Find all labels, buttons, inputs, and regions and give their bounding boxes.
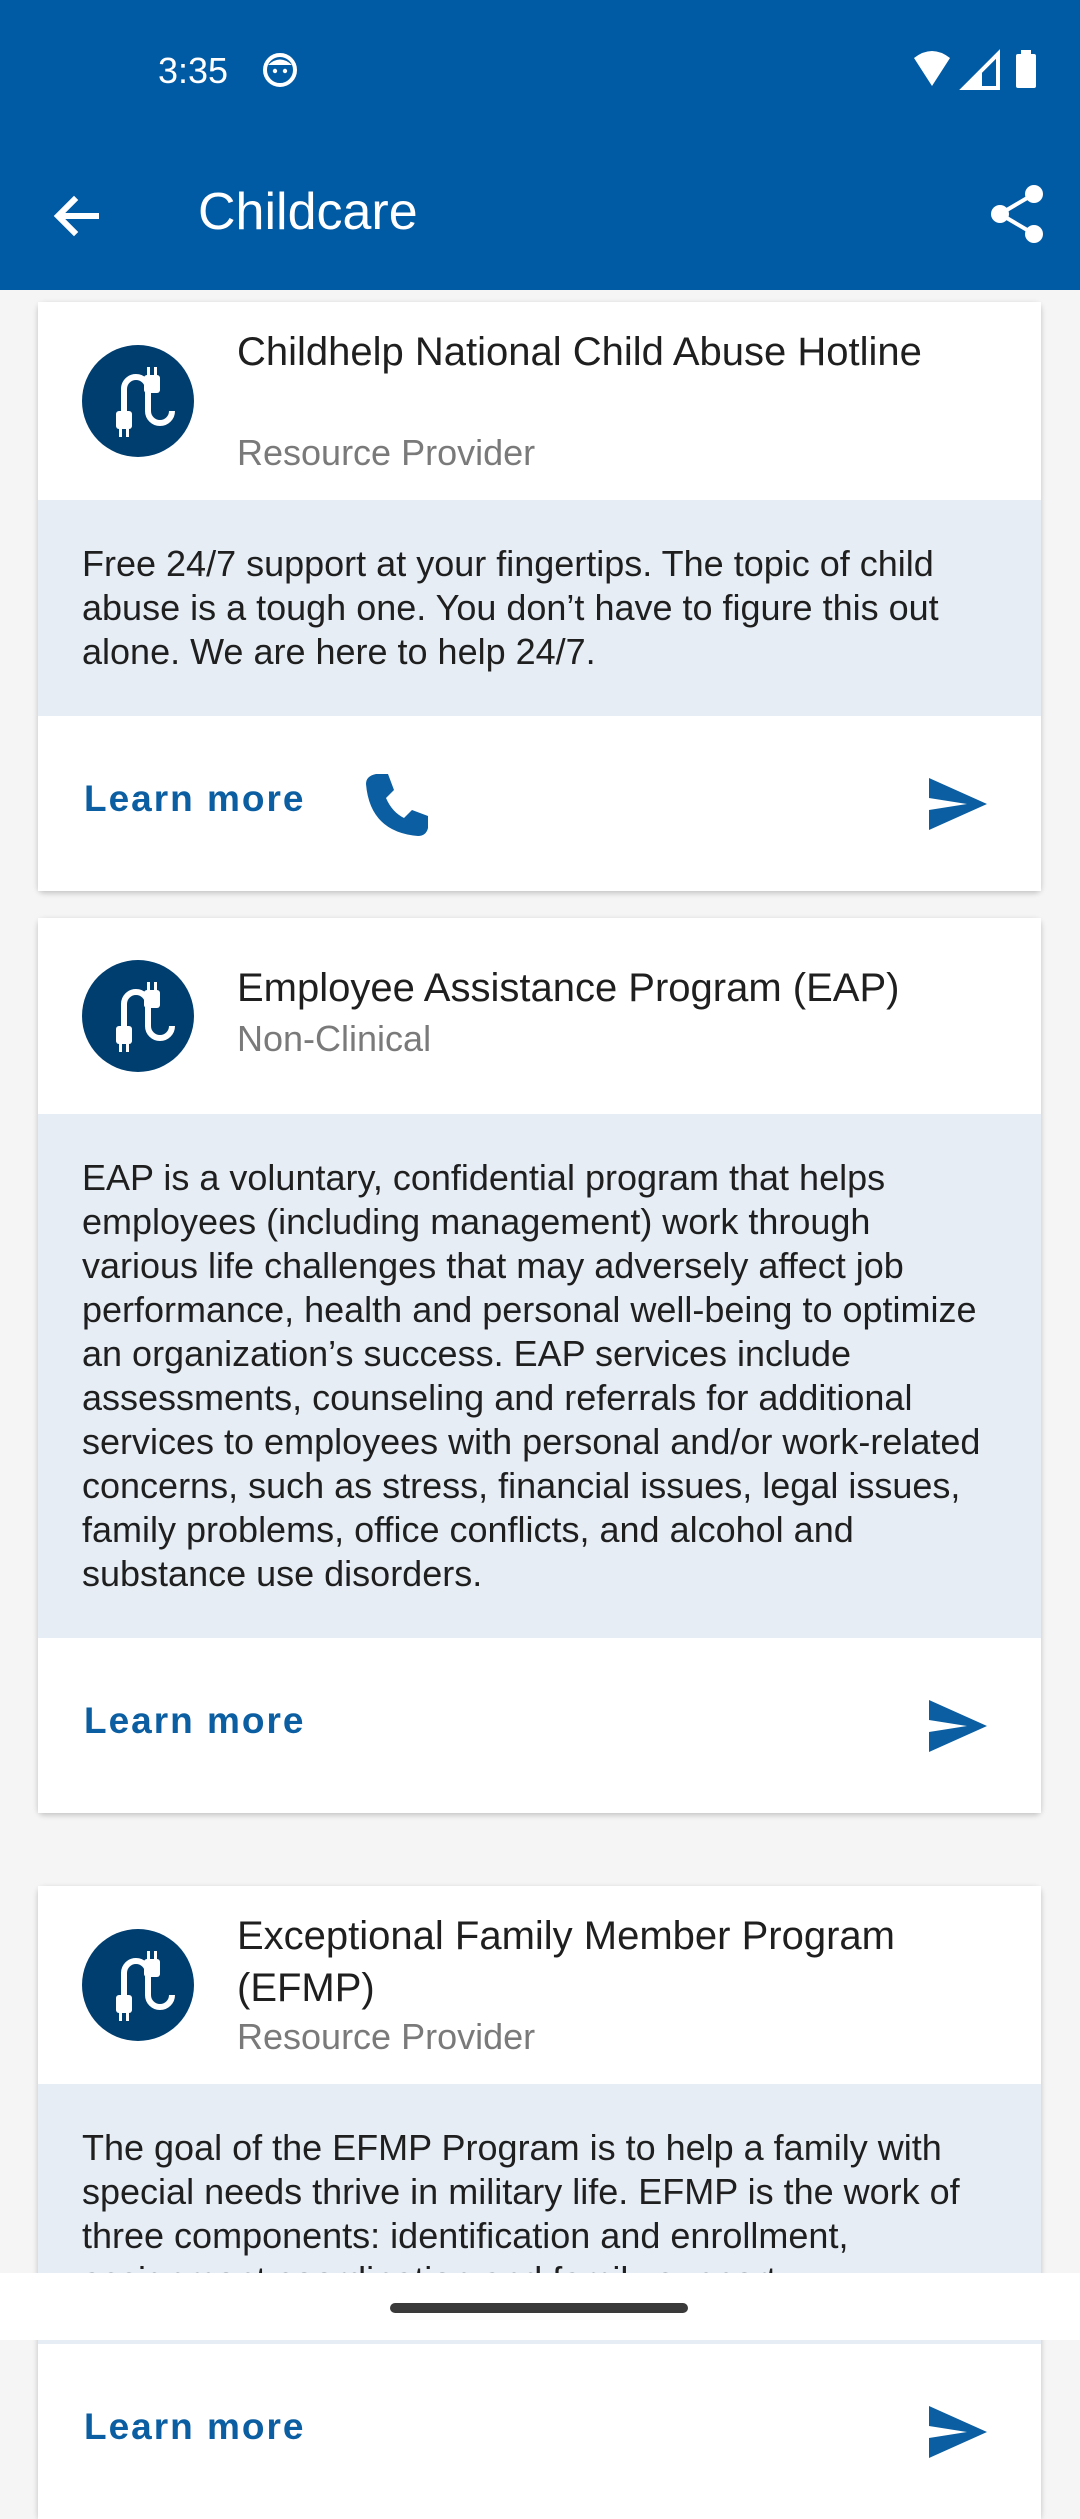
connection-icon xyxy=(82,960,194,1072)
connection-icon xyxy=(82,345,194,457)
avatar xyxy=(82,1929,194,2041)
share-icon[interactable] xyxy=(986,182,1050,246)
home-gesture-handle[interactable] xyxy=(390,2303,688,2313)
card-title: Employee Assistance Program (EAP) xyxy=(237,966,900,1010)
resource-list[interactable] xyxy=(0,290,1080,2447)
card-subtitle: Resource Provider xyxy=(237,432,536,473)
signal-icon xyxy=(964,54,998,88)
card-actions xyxy=(38,1638,1041,1813)
connection-icon xyxy=(82,1929,194,2041)
arrow-back-icon[interactable] xyxy=(46,186,106,246)
card-actions xyxy=(38,716,1041,891)
app-bar xyxy=(0,140,1080,290)
learn-more-link[interactable]: Learn more xyxy=(84,1700,306,1741)
status-time: 3:35 xyxy=(158,50,229,91)
card-description: EAP is a voluntary, confidential program that helps employees (including management) work through various life challenges that may adversely affect job performance, health and personal well-being to optimize an organization’s success. EAP services include assessments, counseling and referrals for additional services to employees with personal and/or work-related concerns, such as stress, financial issues, legal issues, family problems, office conflicts, and alcohol and substance use disorders. xyxy=(38,1114,1041,1638)
send-icon[interactable] xyxy=(927,2404,989,2460)
send-icon[interactable] xyxy=(927,1698,989,1754)
status-bar xyxy=(0,0,1080,140)
card-subtitle: Resource Provider xyxy=(237,2016,536,2057)
resource-card xyxy=(38,918,1041,1813)
battery-icon xyxy=(1016,50,1036,88)
card-actions xyxy=(38,2344,1041,2519)
card-title: Childhelp National Child Abuse Hotline xyxy=(237,330,922,374)
avatar xyxy=(82,345,194,457)
learn-more-link[interactable]: Learn more xyxy=(84,2406,306,2447)
card-title: Exceptional Family Member Program (EFMP) xyxy=(237,1914,895,2010)
resource-card xyxy=(38,1886,1041,2519)
card-subtitle: Non-Clinical xyxy=(237,1018,432,1059)
resource-card xyxy=(38,302,1041,891)
card-description: Free 24/7 support at your fingertips. The topic of child abuse is a tough one. You don’t have to figure this out alone. We are here to help 24/7. xyxy=(38,500,1041,716)
wifi-icon xyxy=(914,51,950,86)
avatar xyxy=(82,960,194,1072)
face-icon xyxy=(262,52,298,88)
page-title: Childcare xyxy=(198,183,418,241)
card-header xyxy=(38,302,1041,500)
card-description: The goal of the EFMP Program is to help a family with special needs thrive in military life. EFMP is the work of three components: identification and enrollment, xyxy=(38,2084,1041,2344)
phone-icon[interactable] xyxy=(362,768,434,840)
card-header xyxy=(38,1886,1041,2084)
learn-more-link[interactable]: Learn more xyxy=(84,778,306,819)
card-header xyxy=(38,918,1041,1114)
send-icon[interactable] xyxy=(927,776,989,832)
navigation-bar xyxy=(0,2273,1080,2340)
status-icons xyxy=(912,50,1042,90)
